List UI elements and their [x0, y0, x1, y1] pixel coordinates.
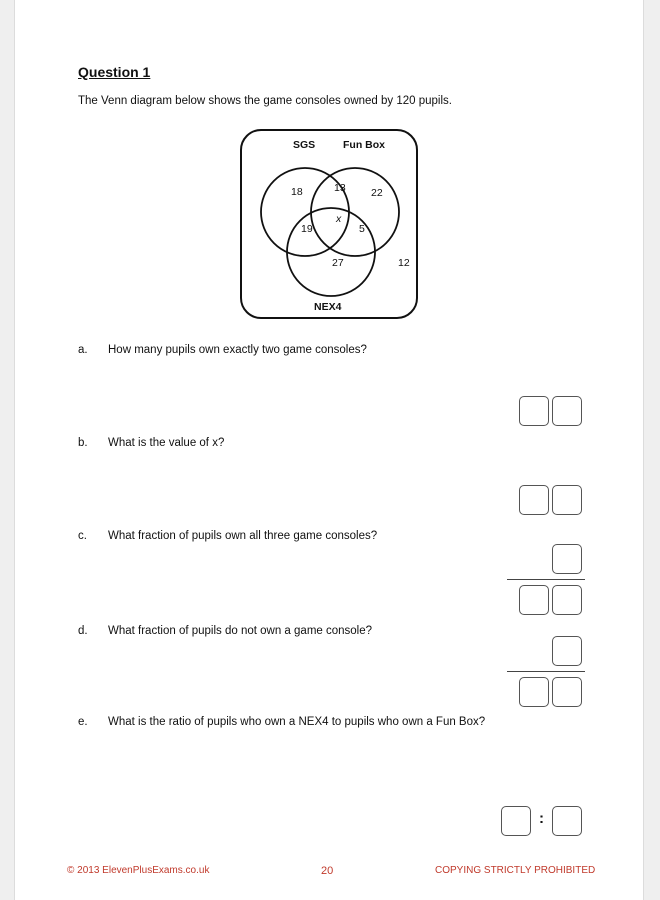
answer-e-right-box[interactable] [552, 806, 582, 836]
part-c-text: What fraction of pupils own all three game consoles? [108, 530, 378, 542]
region-funbox-nex4: 5 [359, 223, 365, 235]
part-e-text: What is the ratio of pupils who own a NEX4 to pupils who own a Fun Box? [108, 716, 486, 728]
answer-d-numerator-box[interactable] [552, 636, 582, 666]
region-sgs-funbox: 13 [334, 182, 346, 194]
answer-c-fraction-bar [507, 579, 585, 580]
part-b-text: What is the value of x? [108, 437, 225, 449]
answer-c-numerator-box[interactable] [552, 544, 582, 574]
nex4-circle [287, 208, 375, 296]
part-a-text: How many pupils own exactly two game consoles? [108, 344, 367, 356]
answer-d-fraction-bar [507, 671, 585, 672]
region-sgs-only: 18 [291, 186, 303, 198]
part-b-letter: b. [78, 437, 88, 449]
universal-set-box [241, 130, 417, 318]
region-funbox-only: 22 [371, 187, 383, 199]
venn-diagram [239, 128, 439, 324]
sgs-label: SGS [293, 139, 316, 151]
part-e-letter: e. [78, 716, 88, 728]
answer-b-box-1[interactable] [519, 485, 549, 515]
answer-a-box-1[interactable] [519, 396, 549, 426]
answer-d-denominator-box-1[interactable] [519, 677, 549, 707]
answer-d-denominator-box-2[interactable] [552, 677, 582, 707]
worksheet-page [14, 0, 644, 900]
answer-e-left-box[interactable] [501, 806, 531, 836]
answer-b-box-2[interactable] [552, 485, 582, 515]
footer-notice: COPYING STRICTLY PROHIBITED [435, 865, 596, 876]
part-d-text: What fraction of pupils do not own a game console? [108, 625, 373, 637]
answer-c-denominator-box-2[interactable] [552, 585, 582, 615]
answer-a-box-2[interactable] [552, 396, 582, 426]
region-none: 12 [398, 257, 410, 269]
region-sgs-nex4: 19 [301, 223, 313, 235]
nex4-label: NEX4 [314, 301, 342, 313]
footer-page-number: 20 [321, 865, 334, 877]
part-a-letter: a. [78, 344, 88, 356]
region-all-three: x [336, 213, 342, 225]
funbox-circle [311, 168, 399, 256]
ratio-colon: : [539, 810, 544, 827]
funbox-label: Fun Box [343, 139, 385, 151]
answer-c-denominator-box-1[interactable] [519, 585, 549, 615]
question-title: Question 1 [78, 64, 151, 80]
part-d-letter: d. [78, 625, 88, 637]
question-intro: The Venn diagram below shows the game consoles owned by 120 pupils. [78, 95, 452, 107]
part-c-letter: c. [78, 530, 87, 542]
region-nex4-only: 27 [332, 257, 344, 269]
footer-copyright: © 2013 ElevenPlusExams.co.uk [67, 865, 210, 876]
